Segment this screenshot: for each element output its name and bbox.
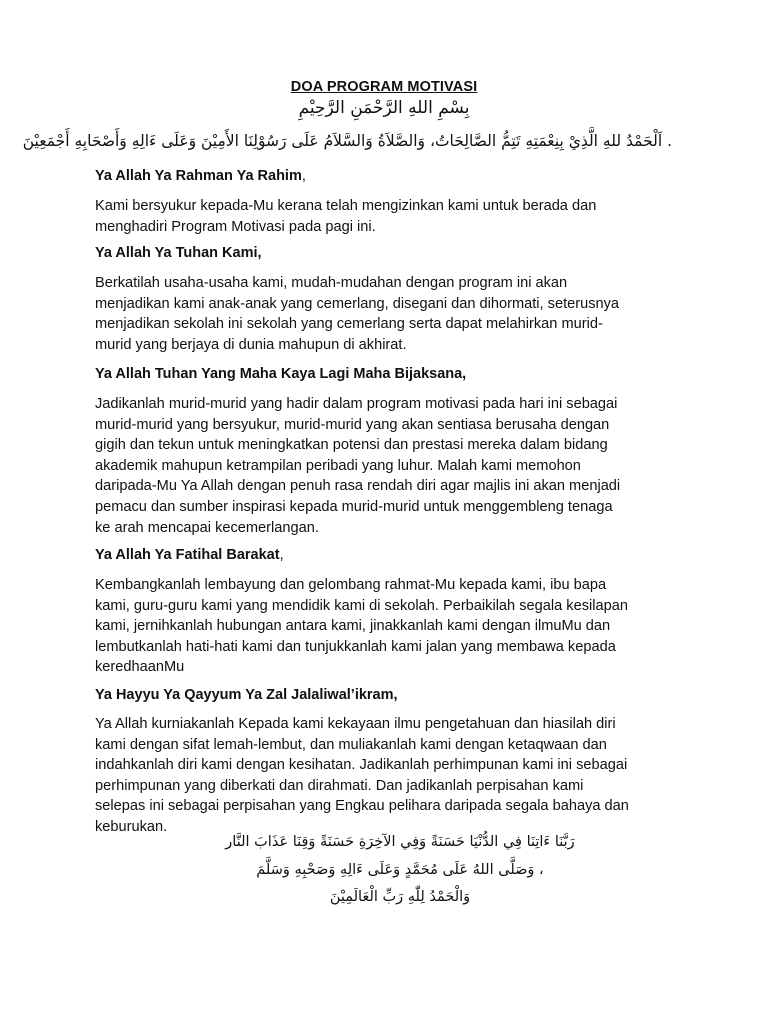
section-paragraph bbox=[95, 394, 680, 538]
paragraph-line: keburukan. bbox=[95, 818, 168, 835]
section-paragraph bbox=[95, 273, 680, 355]
paragraph-line: Berkatilah usaha-usaha kami, mudah-mudahan dengan program ini akan bbox=[95, 275, 568, 291]
paragraph-line: gigih dan tekun untuk meningkatkan potensi dan prestasi mereka dalam bidang bbox=[95, 437, 608, 454]
paragraph-line: Kembangkanlah lembayung dan gelombang rahmat-Mu kepada kami, ibu bapa bbox=[95, 577, 607, 593]
paragraph-line: murid-murid yang bersyukur, murid-murid yang akan sentiasa berusaha dengan bbox=[95, 416, 610, 433]
paragraph-line: menjadikan sekolah ini sekolah yang cemerlang serta dapat melahirkan murid- bbox=[95, 316, 603, 333]
paragraph-line: lembutkanlah hati-hati kami dan tunjukkanlah kami jalan yang membawa kepada bbox=[95, 638, 616, 655]
paragraph-line: kami dengan sifat lemah-lembut, dan muliakanlah kami dengan ketaqwaan dan bbox=[95, 736, 607, 753]
paragraph-line: selepas ini sebagai perpisahan yang Engkau pelihara daripada segala bahaya dan bbox=[95, 798, 629, 815]
paragraph-line: keredhaanMu bbox=[95, 659, 185, 676]
paragraph-line: pemacu dan sumber inspirasi kepada murid-murid untuk menggembleng tenaga bbox=[95, 498, 613, 515]
section-paragraph bbox=[95, 196, 680, 237]
closing-arabic-line: رَبَّنَا ءَاتِنَا فِي الدُّنْيَا حَسَنَةً وَفِي الآخِرَةِ حَسَنَةً وَقِنَا عَذَابَ النَّار bbox=[225, 834, 575, 850]
section-paragraph bbox=[95, 714, 680, 838]
paragraph-line: kami, guru-guru kami yang mendidik kami di sekolah. Perbaikilah segala kesilapan bbox=[95, 597, 628, 614]
paragraph-line: akademik mahupun ketrampilan peribadi yang luhur. Malah kami memohon bbox=[95, 457, 581, 474]
paragraph-line: Kami bersyukur kepada-Mu kerana telah mengizinkan kami untuk berada dan bbox=[95, 198, 597, 214]
document-title: DOA PROGRAM MOTIVASI bbox=[290, 79, 478, 95]
paragraph-line: kami, jernihkanlah hubungan antara kami, jinakkanlah kami dengan ilmuMu dan bbox=[95, 618, 611, 635]
closing-arabic-line: ، وَصَلَّى اللهُ عَلَى مُحَمَّدٍ وَعَلَى ءَالِهِ وَصَحْبِهِ وَسَلَّمَ bbox=[256, 862, 544, 878]
section-heading: Ya Allah Ya Rahman Ya Rahim, bbox=[95, 168, 306, 184]
section-heading: Ya Allah Ya Fatihal Barakat, bbox=[95, 547, 284, 563]
closing-arabic-line: وَالْحَمْدُ لِلّٰهِ رَبِّ الْعَالَمِيْنَ bbox=[329, 889, 471, 905]
section-paragraph bbox=[95, 575, 680, 678]
opening-arabic: . اَلْحَمْدُ للهِ الَّذِيْ بِنِعْمَتِهِ تَتِمُّ الصَّالِحَاتُ، وَالصَّلاَةُ وَالسَّلاَمُ عَلَى رَسُوْلِنَا الأَمِيْنَ وَعَلَى ءَالِهِ وَأَصْحَابِهِ أَجْمَعِيْنَ bbox=[22, 132, 672, 150]
paragraph-line: menjadikan kami anak-anak yang cemerlang, disegani dan dihormati, seterusnya bbox=[95, 295, 620, 312]
section-heading: Ya Allah Ya Tuhan Kami, bbox=[95, 245, 262, 261]
paragraph-line: ke arah mencapai kecemerlangan. bbox=[95, 519, 319, 536]
basmalah: بِسْمِ اللهِ الرَّحْمَنِ الرَّحِيْمِ bbox=[298, 98, 470, 118]
paragraph-line: indahkanlah diri kami dengan kesihatan. Jadikanlah perhimpunan kami ini sebagai bbox=[95, 757, 628, 774]
paragraph-line: daripada-Mu Ya Allah dengan penuh rasa rendah diri agar majlis ini akan menjadi bbox=[95, 478, 621, 495]
paragraph-line: menghadiri Program Motivasi pada pagi ini. bbox=[95, 218, 376, 235]
paragraph-line: Ya Allah kurniakanlah Kepada kami kekayaan ilmu pengetahuan dan hiasilah diri bbox=[95, 716, 616, 732]
section-heading: Ya Allah Tuhan Yang Maha Kaya Lagi Maha Bijaksana, bbox=[95, 366, 467, 382]
paragraph-line: Jadikanlah murid-murid yang hadir dalam program motivasi pada hari ini sebagai bbox=[95, 396, 618, 412]
paragraph-line: perhimpunan yang diberkati dan dirahmati. Dan jadikanlah perpisahan kami bbox=[95, 777, 584, 794]
section-heading: Ya Hayyu Ya Qayyum Ya Zal Jalaliwal’ikram, bbox=[95, 687, 398, 703]
paragraph-line: murid yang berjaya di dunia mahupun di akhirat. bbox=[95, 336, 407, 353]
